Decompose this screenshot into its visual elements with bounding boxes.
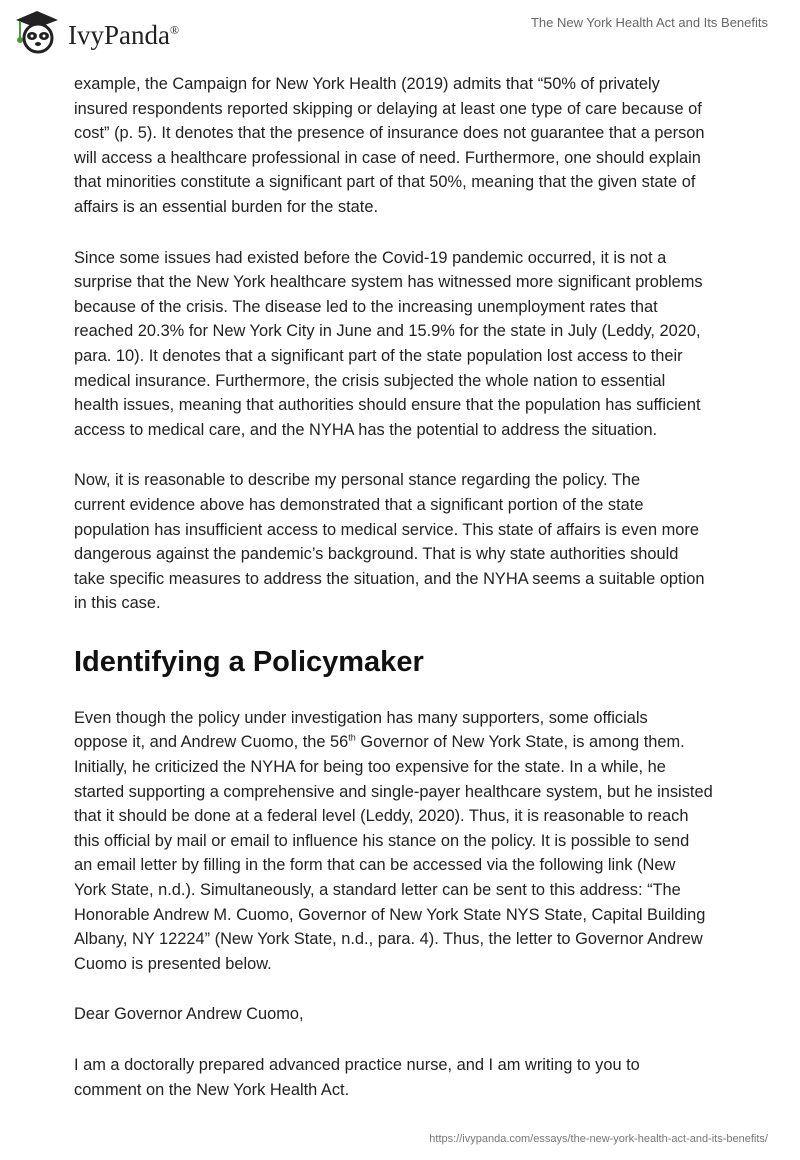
panda-logo-icon [12, 8, 62, 54]
letter-paragraph: I am a doctorally prepared advanced practice nurse, and I am writing to you to comment on the New York Health Act. [74, 1056, 640, 1099]
section-heading: Identifying a Policymaker [74, 645, 424, 678]
document-title: The New York Health Act and Its Benefits [530, 15, 768, 30]
logo-text: IvyPanda® [68, 19, 180, 50]
essay-content [74, 72, 754, 1128]
paragraph: example, the Campaign for New York Health (2019) admits that “50% of privately insured respondents reported skipping or delaying at least one type of care because of cost” (p. 5). It denotes that the presence of insurance does not guarantee that a person will access a healthcare professional in case of need. Furthermore, one should explain that minorities constitute a significant part of that 50%, meaning that the given state of affairs is an essential burden for the state. [74, 75, 705, 216]
page-header [0, 0, 800, 60]
paragraph: Since some issues had existed before the Covid-19 pandemic occurred, it is not a surprise that the New York healthcare system has witnessed more significant problems because of the crisis. The disease led to the increasing unemployment rates that reached 20.3% for New York City in June and 15.9% for the state in July (Leddy, 2020, para. 10). It denotes that a significant part of the state population lost access to their medical insurance. Furthermore, the crisis subjected the whole nation to essential health issues, meaning that authorities should ensure that the population has sufficient access to medical care, and the NYHA has the potential to address the situation. [74, 248, 703, 439]
paragraph: Even though the policy under investigation has many supporters, some officials oppose it, and Andrew Cuomo, the 56th Governor of New York State, is among them. Initially, he criticized the NYHA for being too expensive for the state. In a while, he started supporting a comprehensive and single-payer healthcare system, but he insisted that it should be done at a federal level (Leddy, 2020). Thus, it is reasonable to reach this official by mail or email to influence his stance on the policy. It is possible to send an email letter by filling in the form that can be accessed via the following link (New York State, n.d.). Simultaneously, a standard letter can be sent to this address: “The Honorable Andrew M. Cuomo, Governor of New York State NYS State, Capital Building Albany, NY 12224” (New York State, n.d., para. 4). Thus, the letter to Governor Andrew Cuomo is presented below. [74, 708, 713, 973]
ivypanda-logo[interactable] [12, 8, 179, 54]
paragraph: Now, it is reasonable to describe my personal stance regarding the policy. The current evidence above has demonstrated that a significant portion of the state population has insufficient access to medical service. This state of affairs is even more dangerous against the pandemic’s background. That is why state authorities should take specific measures to address the situation, and the NYHA seems a suitable option in this case. [74, 471, 705, 613]
source-url-link[interactable]: https://ivypanda.com/essays/the-new-york-health-act-and-its-benefits/ [429, 1133, 768, 1145]
letter-salutation: Dear Governor Andrew Cuomo, [74, 1005, 304, 1024]
